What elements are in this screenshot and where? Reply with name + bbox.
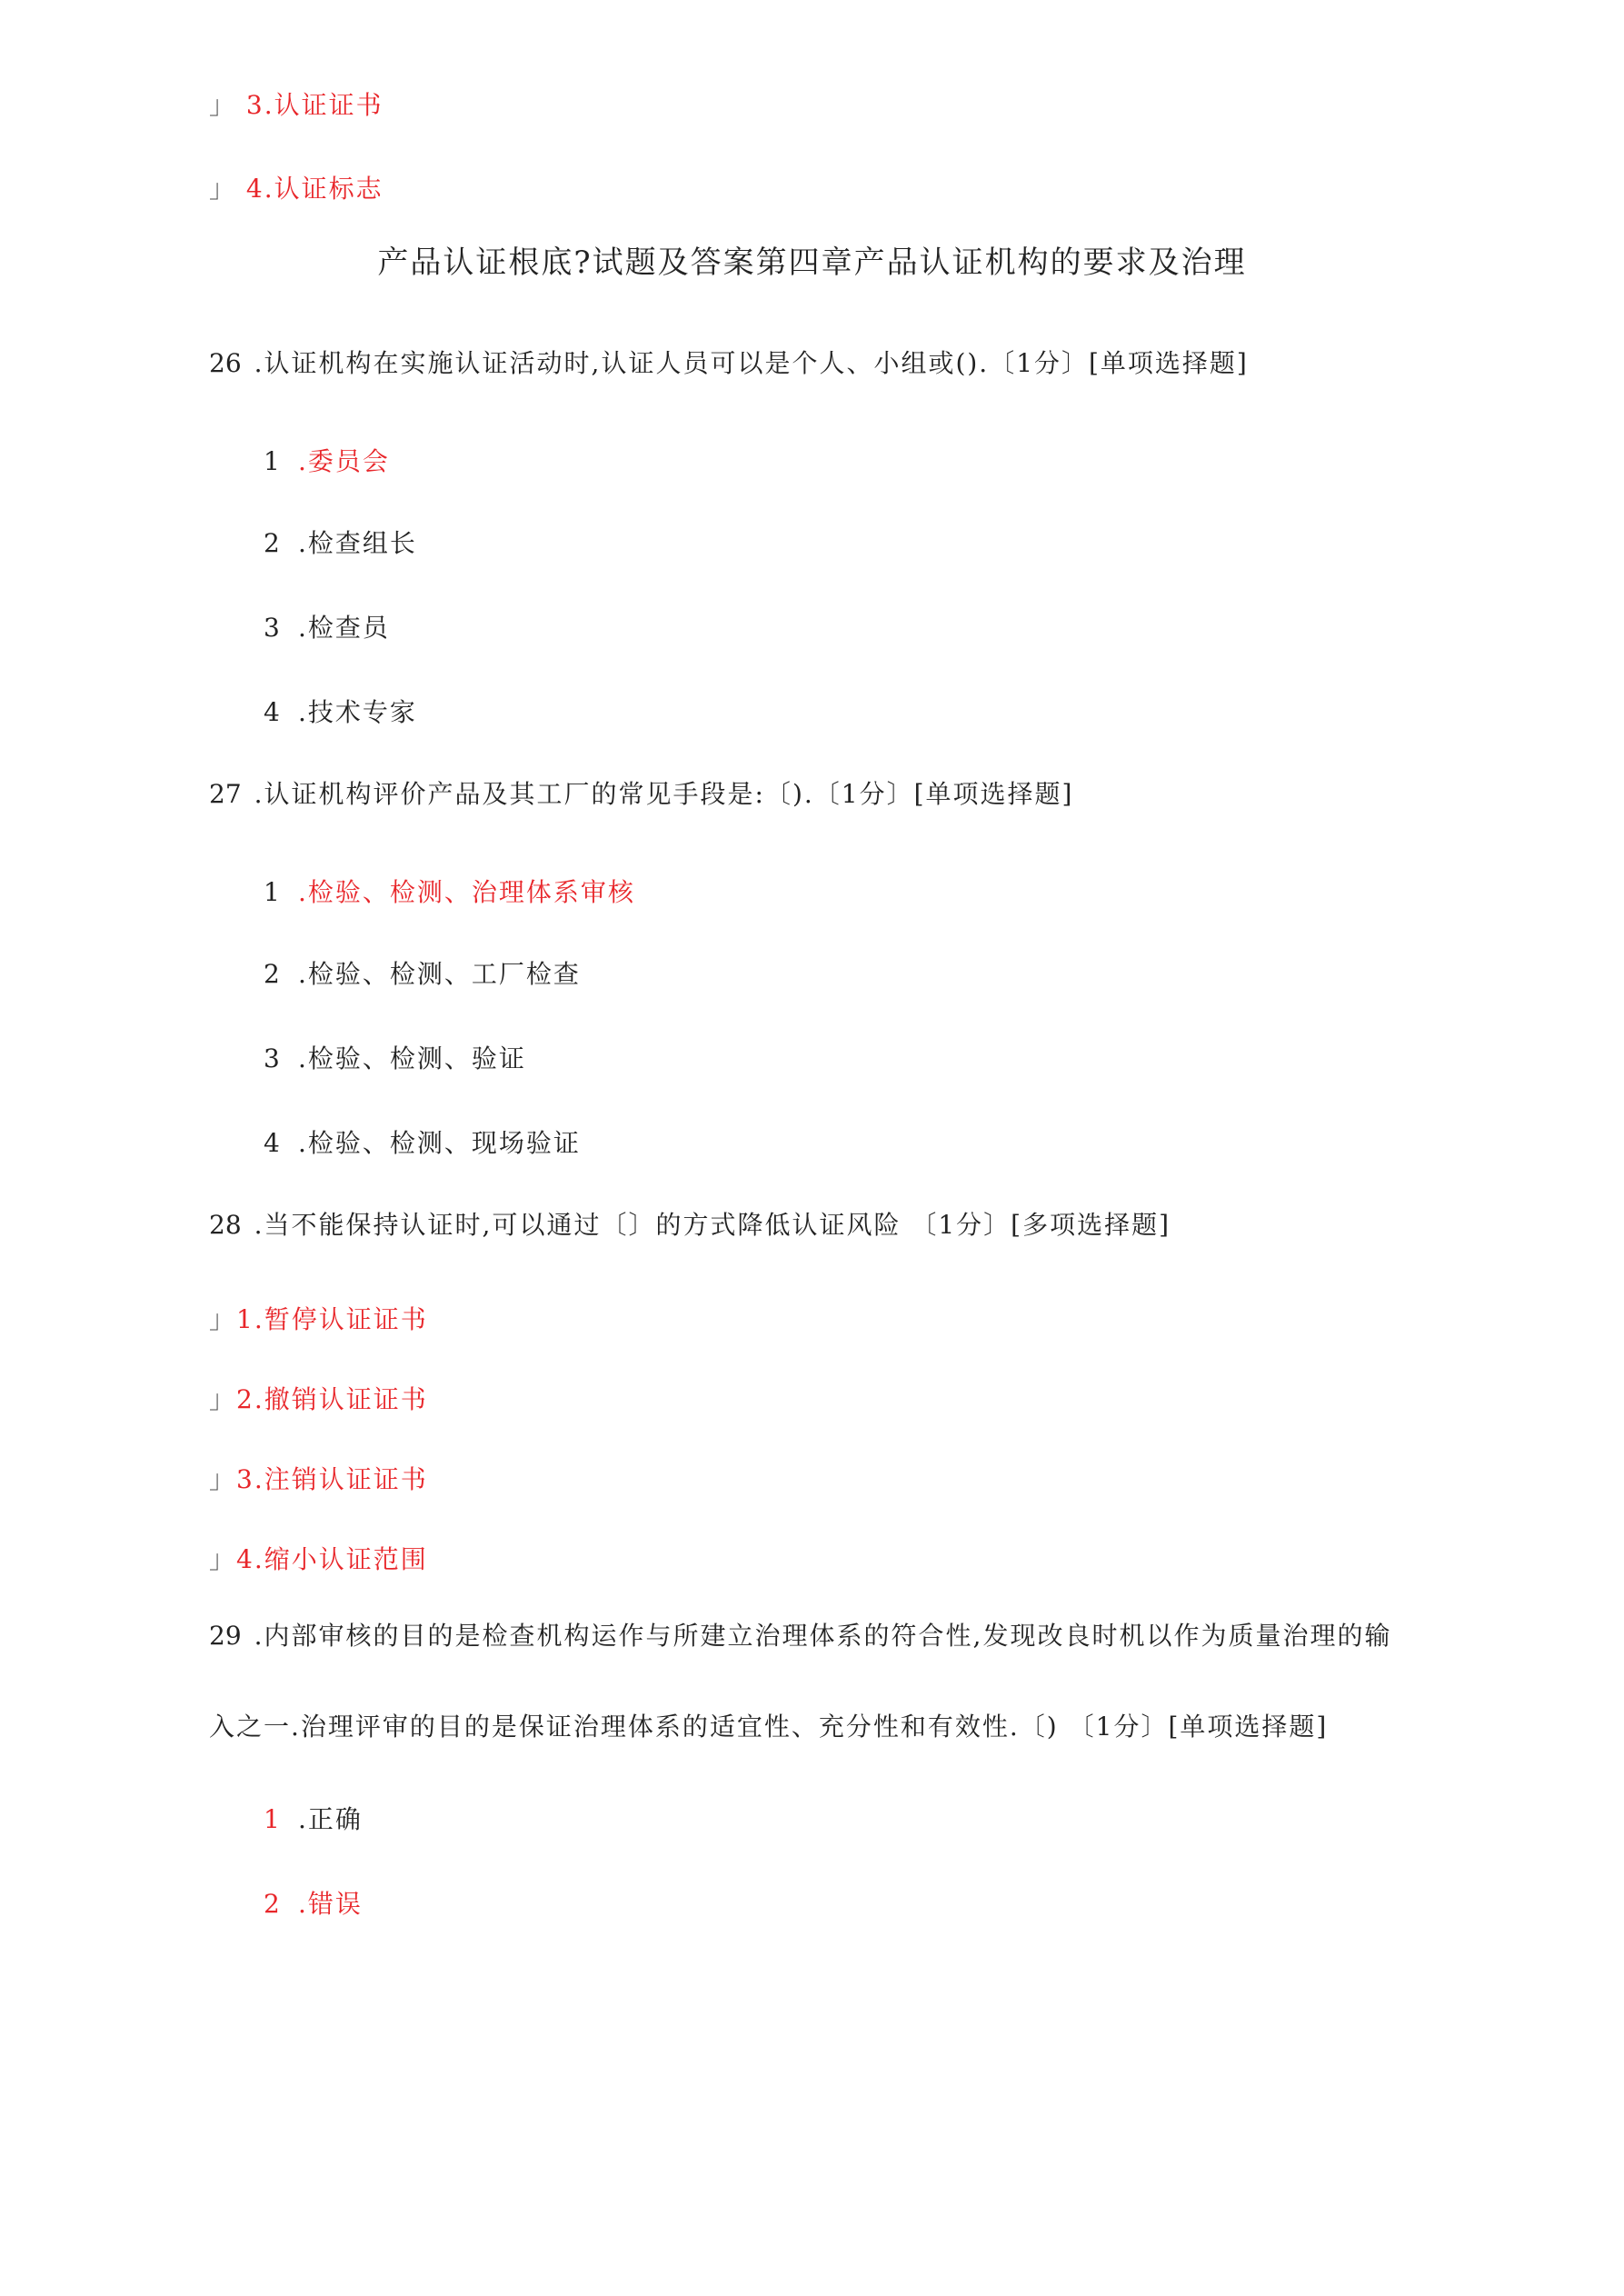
option-row: [264, 615, 390, 641]
option-row: [264, 1889, 363, 1919]
option-text: .技术专家: [298, 697, 417, 727]
question-26: [209, 348, 1249, 378]
option-number: 2: [264, 959, 282, 989]
check-mark: 」: [209, 90, 237, 120]
question-28: [209, 1210, 1171, 1240]
option-row: [209, 1384, 428, 1414]
option-text: .错误: [298, 1889, 363, 1919]
option-text: .检验、检测、验证: [298, 1043, 526, 1073]
page-title: 产品认证根底?试题及答案第四章产品认证机构的要求及治理: [377, 245, 1247, 281]
check-mark: 」: [209, 1464, 237, 1494]
question-text: .认证机构评价产品及其工厂的常见手段是:〔).〔1分〕[单项选择题]: [254, 779, 1074, 809]
option-row: [264, 697, 417, 727]
option-row: [264, 528, 417, 558]
option-row: [209, 1304, 428, 1334]
option-number: 2: [264, 528, 282, 558]
option-number: 1: [264, 446, 282, 476]
option-number: 1: [264, 1804, 282, 1834]
option-row: [209, 1544, 428, 1574]
option-number: 4: [264, 697, 282, 727]
check-mark: 」: [209, 1544, 237, 1574]
option-text: .检验、检测、治理体系审核: [298, 877, 635, 907]
question-29: [209, 1623, 1391, 1649]
option-text: .检查组长: [298, 528, 417, 558]
option-row: [209, 1464, 428, 1494]
option-number: 3: [264, 1043, 282, 1073]
option-row: [264, 446, 390, 476]
question-text: .当不能保持认证时,可以通过〔〕的方式降低认证风险 〔1分〕[多项选择题]: [254, 1210, 1171, 1240]
check-mark: 」: [209, 1384, 237, 1414]
question-number: 29: [209, 1621, 242, 1651]
option-row: [264, 1128, 581, 1158]
option-number: 2: [264, 1889, 282, 1919]
option-text: 3.注销认证证书: [236, 1464, 428, 1494]
option-text: .正确: [298, 1804, 363, 1834]
option-text: .检查员: [298, 613, 390, 643]
question-27: [209, 779, 1074, 809]
check-mark: 」: [209, 1304, 237, 1334]
question-number: 28: [209, 1210, 242, 1240]
option-text: 1.暂停认证证书: [236, 1304, 428, 1334]
option-row: [264, 1804, 363, 1834]
option-number: 4: [264, 1128, 282, 1158]
option-row: [209, 90, 384, 120]
option-number: 1: [264, 877, 282, 907]
option-row: [264, 1043, 526, 1073]
option-text: .委员会: [298, 446, 390, 476]
check-mark: 」: [209, 174, 237, 204]
option-text: 2.撤销认证证书: [236, 1384, 428, 1414]
question-text-continued: 入之一.治理评审的目的是保证治理体系的适宜性、充分性和有效性.〔) 〔1分〕[单项选择题]: [209, 1712, 1329, 1742]
option-row: [264, 877, 635, 907]
question-text: .内部审核的目的是检查机构运作与所建立治理体系的符合性,发现改良时机以作为质量治理的输: [254, 1621, 1392, 1651]
option-label: 3.认证证书: [245, 90, 384, 120]
option-row: [264, 959, 581, 989]
option-row: [209, 176, 384, 202]
question-number: 26: [209, 348, 242, 378]
option-text: .检验、检测、现场验证: [298, 1128, 581, 1158]
option-label: 4.认证标志: [245, 174, 384, 204]
question-text: .认证机构在实施认证活动时,认证人员可以是个人、小组或().〔1分〕[单项选择题]: [254, 348, 1249, 378]
option-number: 3: [264, 613, 282, 643]
question-number: 27: [209, 779, 242, 809]
option-text: .检验、检测、工厂检查: [298, 959, 581, 989]
option-text: 4.缩小认证范围: [236, 1544, 428, 1574]
